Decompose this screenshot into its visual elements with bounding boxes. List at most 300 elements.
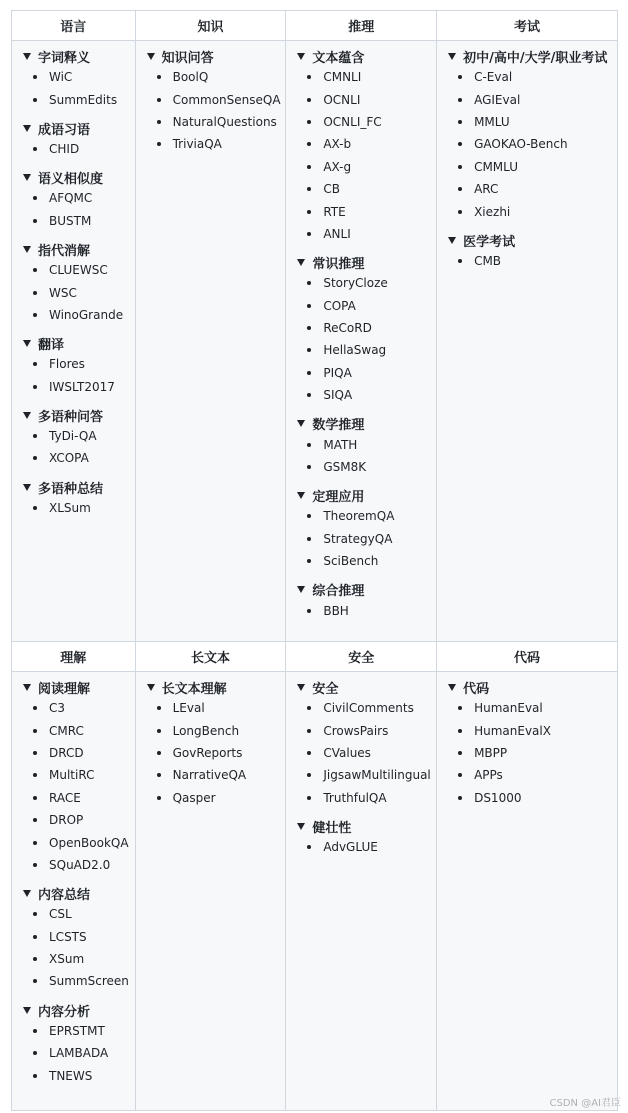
dataset-name: CLUEWSC (49, 263, 108, 278)
bullet-icon (157, 98, 161, 102)
dataset-item (307, 764, 436, 786)
dataset-item (33, 764, 135, 786)
triangle-down-icon (297, 586, 305, 593)
category-cell (12, 41, 136, 642)
dataset-list (147, 697, 286, 809)
dataset-item (307, 697, 436, 719)
triangle-down-icon (448, 53, 456, 60)
bullet-icon (157, 773, 161, 777)
bullet-icon (458, 729, 462, 733)
group-title: 健壮性 (312, 820, 352, 836)
dataset-name: LEval (172, 701, 205, 716)
group-toggle[interactable] (297, 253, 436, 272)
category-cell (437, 41, 618, 642)
group-title: 知识问答 (161, 51, 214, 66)
dataset-name: MBPP (474, 745, 508, 760)
dataset-name: AdvGLUE (323, 840, 378, 855)
bullet-icon (157, 706, 161, 710)
dataset-name: BUSTM (49, 213, 92, 228)
triangle-down-icon (297, 492, 305, 499)
bullet-icon (157, 796, 161, 800)
bullet-icon (307, 443, 311, 447)
bullet-icon (33, 935, 37, 939)
bullet-icon (33, 979, 37, 983)
bullet-icon (33, 219, 37, 223)
content-row (12, 41, 618, 642)
dataset-item (33, 1064, 135, 1086)
dataset-name: SIQA (323, 388, 353, 403)
bullet-icon (307, 465, 311, 469)
column-header: 安全 (286, 642, 437, 672)
dataset-name: TNEWS (49, 1068, 93, 1083)
dataset-item (33, 187, 135, 209)
column-header: 知识 (135, 11, 286, 41)
group (297, 47, 436, 245)
bullet-icon (458, 165, 462, 169)
group-title: 代码 (463, 682, 490, 697)
group (297, 414, 436, 478)
dataset-list (297, 66, 436, 245)
dataset-name: MATH (323, 437, 358, 452)
bullet-icon (307, 706, 311, 710)
group (23, 47, 135, 111)
bullet-icon (33, 818, 37, 822)
dataset-item (33, 1020, 135, 1042)
dataset-name: CMRC (49, 723, 84, 738)
dataset-name: CommonSenseQA (172, 92, 281, 107)
dataset-item (157, 697, 286, 719)
dataset-name: CValues (323, 745, 371, 760)
dataset-item (33, 970, 135, 992)
group (147, 678, 286, 809)
bullet-icon (33, 1074, 37, 1078)
dataset-item (458, 88, 617, 110)
dataset-name: CSL (49, 907, 72, 922)
bullet-icon (307, 348, 311, 352)
dataset-item (458, 764, 617, 786)
bullet-icon (157, 142, 161, 146)
dataset-item (307, 528, 436, 550)
header-row (12, 11, 618, 41)
column-header: 代码 (437, 642, 618, 672)
bullet-icon (157, 751, 161, 755)
bullet-icon (307, 281, 311, 285)
dataset-item (458, 156, 617, 178)
dataset-item (458, 719, 617, 741)
bullet-icon (307, 210, 311, 214)
group-toggle[interactable] (23, 168, 135, 187)
dataset-name: TruthfulQA (323, 790, 387, 805)
group-toggle[interactable] (147, 678, 286, 697)
dataset-name: CMNLI (323, 70, 362, 85)
group-title: 定理应用 (312, 490, 365, 506)
dataset-name: OpenBookQA (49, 835, 129, 850)
group-title: 长文本理解 (161, 682, 227, 697)
dataset-name: NaturalQuestions (172, 114, 277, 129)
bullet-icon (307, 304, 311, 308)
dataset-list (297, 836, 436, 858)
dataset-name: C-Eval (474, 70, 513, 85)
dataset-name: BBH (323, 603, 349, 618)
group-toggle[interactable] (23, 240, 135, 259)
dataset-item (307, 295, 436, 317)
bullet-icon (458, 120, 462, 124)
dataset-list (297, 433, 436, 478)
bullet-icon (307, 537, 311, 541)
category-cell (135, 41, 286, 642)
column-header: 语言 (12, 11, 136, 41)
group-title: 安全 (312, 682, 339, 697)
dataset-name: ARC (474, 182, 499, 197)
bullet-icon (307, 165, 311, 169)
dataset-item (33, 304, 135, 326)
dataset-item (33, 831, 135, 853)
dataset-item (307, 200, 436, 222)
group-toggle[interactable] (23, 884, 135, 903)
group-title: 文本蕴含 (312, 51, 365, 66)
dataset-item (33, 259, 135, 281)
dataset-name: LCSTS (49, 929, 87, 944)
dataset-list (147, 66, 286, 156)
dataset-item (157, 719, 286, 741)
triangle-down-icon (23, 125, 31, 132)
dataset-list (23, 66, 135, 111)
dataset-item (33, 903, 135, 925)
group-title: 成语习语 (38, 122, 91, 138)
bullet-icon (33, 291, 37, 295)
dataset-name: CrowsPairs (323, 723, 389, 738)
group-toggle[interactable] (23, 334, 135, 353)
triangle-down-icon (297, 53, 305, 60)
dataset-name: JigsawMultilingual (323, 768, 431, 783)
dataset-name: SummScreen (49, 974, 129, 989)
group-title: 内容总结 (38, 888, 91, 904)
dataset-name: COPA (323, 298, 356, 313)
dataset-item (157, 66, 286, 88)
dataset-item (307, 133, 436, 155)
category-cell (437, 672, 618, 1111)
bullet-icon (33, 957, 37, 961)
dataset-list (448, 66, 617, 223)
dataset-item (458, 787, 617, 809)
dataset-name: AX-g (323, 159, 352, 174)
group (23, 119, 135, 160)
dataset-name: HellaSwag (323, 343, 387, 358)
category-cell (286, 41, 437, 642)
dataset-item (307, 836, 436, 858)
bullet-icon (458, 706, 462, 710)
bullet-icon (33, 147, 37, 151)
dataset-item (157, 787, 286, 809)
group-toggle[interactable] (23, 678, 135, 697)
dataset-name: CB (323, 182, 340, 197)
dataset-item (33, 210, 135, 232)
dataset-item (458, 66, 617, 88)
dataset-item (33, 425, 135, 447)
dataset-name: WinoGrande (49, 307, 124, 322)
dataset-name: GovReports (172, 745, 243, 760)
dataset-name: HumanEval (474, 701, 543, 716)
dataset-name: AGIEval (474, 92, 521, 107)
column-header: 理解 (12, 642, 136, 672)
dataset-item (458, 250, 617, 272)
dataset-name: WSC (49, 285, 77, 300)
dataset-name: GSM8K (323, 460, 367, 475)
dataset-name: RACE (49, 790, 81, 805)
triangle-down-icon (23, 890, 31, 897)
triangle-down-icon (23, 53, 31, 60)
dataset-name: ReCoRD (323, 321, 372, 336)
group-title: 多语种问答 (38, 409, 104, 425)
dataset-list (297, 599, 436, 621)
group (147, 47, 286, 156)
group (23, 334, 135, 398)
group-toggle[interactable] (297, 486, 436, 505)
group-title: 字词释义 (38, 51, 91, 66)
column-header: 长文本 (135, 642, 286, 672)
bullet-icon (33, 385, 37, 389)
dataset-item (33, 447, 135, 469)
bullet-icon (307, 796, 311, 800)
dataset-item (307, 339, 436, 361)
dataset-name: MMLU (474, 114, 510, 129)
bullet-icon (307, 232, 311, 236)
dataset-item (33, 854, 135, 876)
bullet-icon (33, 98, 37, 102)
group (297, 678, 436, 809)
dataset-list (448, 697, 617, 809)
dataset-name: PIQA (323, 365, 352, 380)
bullet-icon (33, 1051, 37, 1055)
group-title: 多语种总结 (38, 481, 104, 497)
group-title: 翻译 (38, 338, 65, 354)
bullet-icon (157, 729, 161, 733)
group-toggle[interactable] (448, 678, 617, 697)
group (297, 486, 436, 572)
bullet-icon (307, 142, 311, 146)
group (23, 884, 135, 993)
bullet-icon (458, 75, 462, 79)
bullet-icon (307, 326, 311, 330)
bullet-icon (458, 751, 462, 755)
dataset-list (448, 250, 617, 272)
bullet-icon (33, 196, 37, 200)
dataset-name: APPs (474, 768, 503, 783)
dataset-name: RTE (323, 204, 346, 219)
group-toggle[interactable] (23, 1001, 135, 1020)
group (297, 253, 436, 406)
group (448, 47, 617, 223)
dataset-item (33, 281, 135, 303)
benchmark-table (11, 10, 618, 1111)
group-toggle[interactable] (297, 678, 436, 697)
dataset-item (307, 384, 436, 406)
dataset-list (23, 903, 135, 993)
triangle-down-icon (23, 412, 31, 419)
dataset-name: IWSLT2017 (49, 379, 115, 394)
dataset-name: SummEdits (49, 92, 118, 107)
triangle-down-icon (23, 484, 31, 491)
bullet-icon (458, 210, 462, 214)
bullet-icon (33, 773, 37, 777)
dataset-item (33, 353, 135, 375)
bullet-icon (157, 120, 161, 124)
dataset-item (307, 742, 436, 764)
dataset-name: AX-b (323, 137, 352, 152)
dataset-item (307, 66, 436, 88)
dataset-item (307, 550, 436, 572)
group-toggle[interactable] (448, 231, 617, 250)
bullet-icon (33, 912, 37, 916)
dataset-item (33, 1042, 135, 1064)
dataset-list (297, 505, 436, 572)
group-toggle[interactable] (297, 414, 436, 433)
group (448, 678, 617, 809)
group-title: 常识推理 (312, 257, 365, 273)
dataset-name: BoolQ (172, 70, 209, 85)
bullet-icon (157, 75, 161, 79)
bullet-icon (307, 187, 311, 191)
dataset-name: CMB (474, 253, 502, 268)
group-toggle[interactable] (23, 478, 135, 497)
bullet-icon (33, 75, 37, 79)
dataset-list (297, 697, 436, 809)
bullet-icon (33, 268, 37, 272)
dataset-item (307, 362, 436, 384)
dataset-item (307, 599, 436, 621)
bullet-icon (33, 456, 37, 460)
dataset-name: CHID (49, 141, 80, 156)
group-title: 医学考试 (463, 234, 516, 250)
bullet-icon (307, 120, 311, 124)
bullet-icon (33, 362, 37, 366)
bullet-icon (33, 434, 37, 438)
dataset-list (23, 138, 135, 160)
dataset-list (23, 697, 135, 876)
group (23, 406, 135, 470)
triangle-down-icon (23, 1007, 31, 1014)
triangle-down-icon (297, 259, 305, 266)
dataset-item (33, 66, 135, 88)
dataset-item (33, 719, 135, 741)
dataset-name: TriviaQA (172, 137, 222, 152)
dataset-item (458, 200, 617, 222)
dataset-item (307, 456, 436, 478)
dataset-name: XSum (49, 952, 85, 967)
dataset-name: WiC (49, 70, 73, 85)
group-toggle[interactable] (147, 47, 286, 66)
dataset-name: XLSum (49, 500, 91, 515)
group-title: 指代消解 (38, 243, 91, 259)
group (23, 240, 135, 326)
dataset-list (23, 353, 135, 398)
dataset-name: HumanEvalX (474, 723, 551, 738)
dataset-name: C3 (49, 701, 66, 716)
dataset-item (458, 178, 617, 200)
group-toggle[interactable] (297, 580, 436, 599)
group (23, 1001, 135, 1087)
dataset-name: Qasper (172, 790, 216, 805)
dataset-name: ANLI (323, 226, 351, 241)
triangle-down-icon (297, 684, 305, 691)
dataset-item (307, 505, 436, 527)
dataset-item (33, 787, 135, 809)
dataset-item (307, 317, 436, 339)
dataset-name: DRCD (49, 745, 84, 760)
dataset-name: StrategyQA (323, 531, 393, 546)
column-header: 考试 (437, 11, 618, 41)
dataset-item (307, 156, 436, 178)
bullet-icon (33, 751, 37, 755)
dataset-name: NarrativeQA (172, 768, 247, 783)
column-header: 推理 (286, 11, 437, 41)
triangle-down-icon (448, 237, 456, 244)
triangle-down-icon (448, 684, 456, 691)
dataset-name: LAMBADA (49, 1046, 109, 1061)
category-cell (286, 672, 437, 1111)
dataset-name: TyDi-QA (49, 429, 97, 444)
group-title: 语义相似度 (38, 172, 104, 188)
dataset-item (307, 433, 436, 455)
triangle-down-icon (23, 684, 31, 691)
bullet-icon (307, 773, 311, 777)
dataset-item (33, 742, 135, 764)
group-toggle[interactable] (23, 119, 135, 138)
bullet-icon (33, 796, 37, 800)
bullet-icon (307, 75, 311, 79)
dataset-item (33, 497, 135, 519)
group (297, 817, 436, 858)
dataset-name: OCNLI_FC (323, 114, 382, 129)
bullet-icon (458, 187, 462, 191)
dataset-name: GAOKAO-Bench (474, 137, 568, 152)
content-row (12, 672, 618, 1111)
bullet-icon (33, 863, 37, 867)
group (297, 580, 436, 621)
group-toggle[interactable] (23, 47, 135, 66)
triangle-down-icon (23, 174, 31, 181)
group (448, 231, 617, 272)
triangle-down-icon (297, 420, 305, 427)
bullet-icon (307, 393, 311, 397)
group-title: 数学推理 (312, 418, 365, 434)
dataset-list (23, 425, 135, 470)
dataset-name: MultiRC (49, 768, 95, 783)
bullet-icon (33, 729, 37, 733)
bullet-icon (307, 751, 311, 755)
group-toggle[interactable] (23, 406, 135, 425)
bullet-icon (33, 506, 37, 510)
group-toggle[interactable] (297, 47, 436, 66)
dataset-item (307, 111, 436, 133)
bullet-icon (307, 845, 311, 849)
dataset-item (157, 742, 286, 764)
bullet-icon (458, 796, 462, 800)
dataset-item (307, 719, 436, 741)
dataset-item (157, 764, 286, 786)
dataset-item (458, 111, 617, 133)
group-toggle[interactable] (448, 47, 617, 66)
bullet-icon (307, 514, 311, 518)
group-toggle[interactable] (297, 817, 436, 836)
dataset-item (458, 697, 617, 719)
bullet-icon (307, 729, 311, 733)
dataset-item (307, 223, 436, 245)
dataset-name: EPRSTMT (49, 1023, 105, 1038)
dataset-name: TheoremQA (323, 509, 395, 524)
bullet-icon (33, 706, 37, 710)
dataset-item (307, 787, 436, 809)
